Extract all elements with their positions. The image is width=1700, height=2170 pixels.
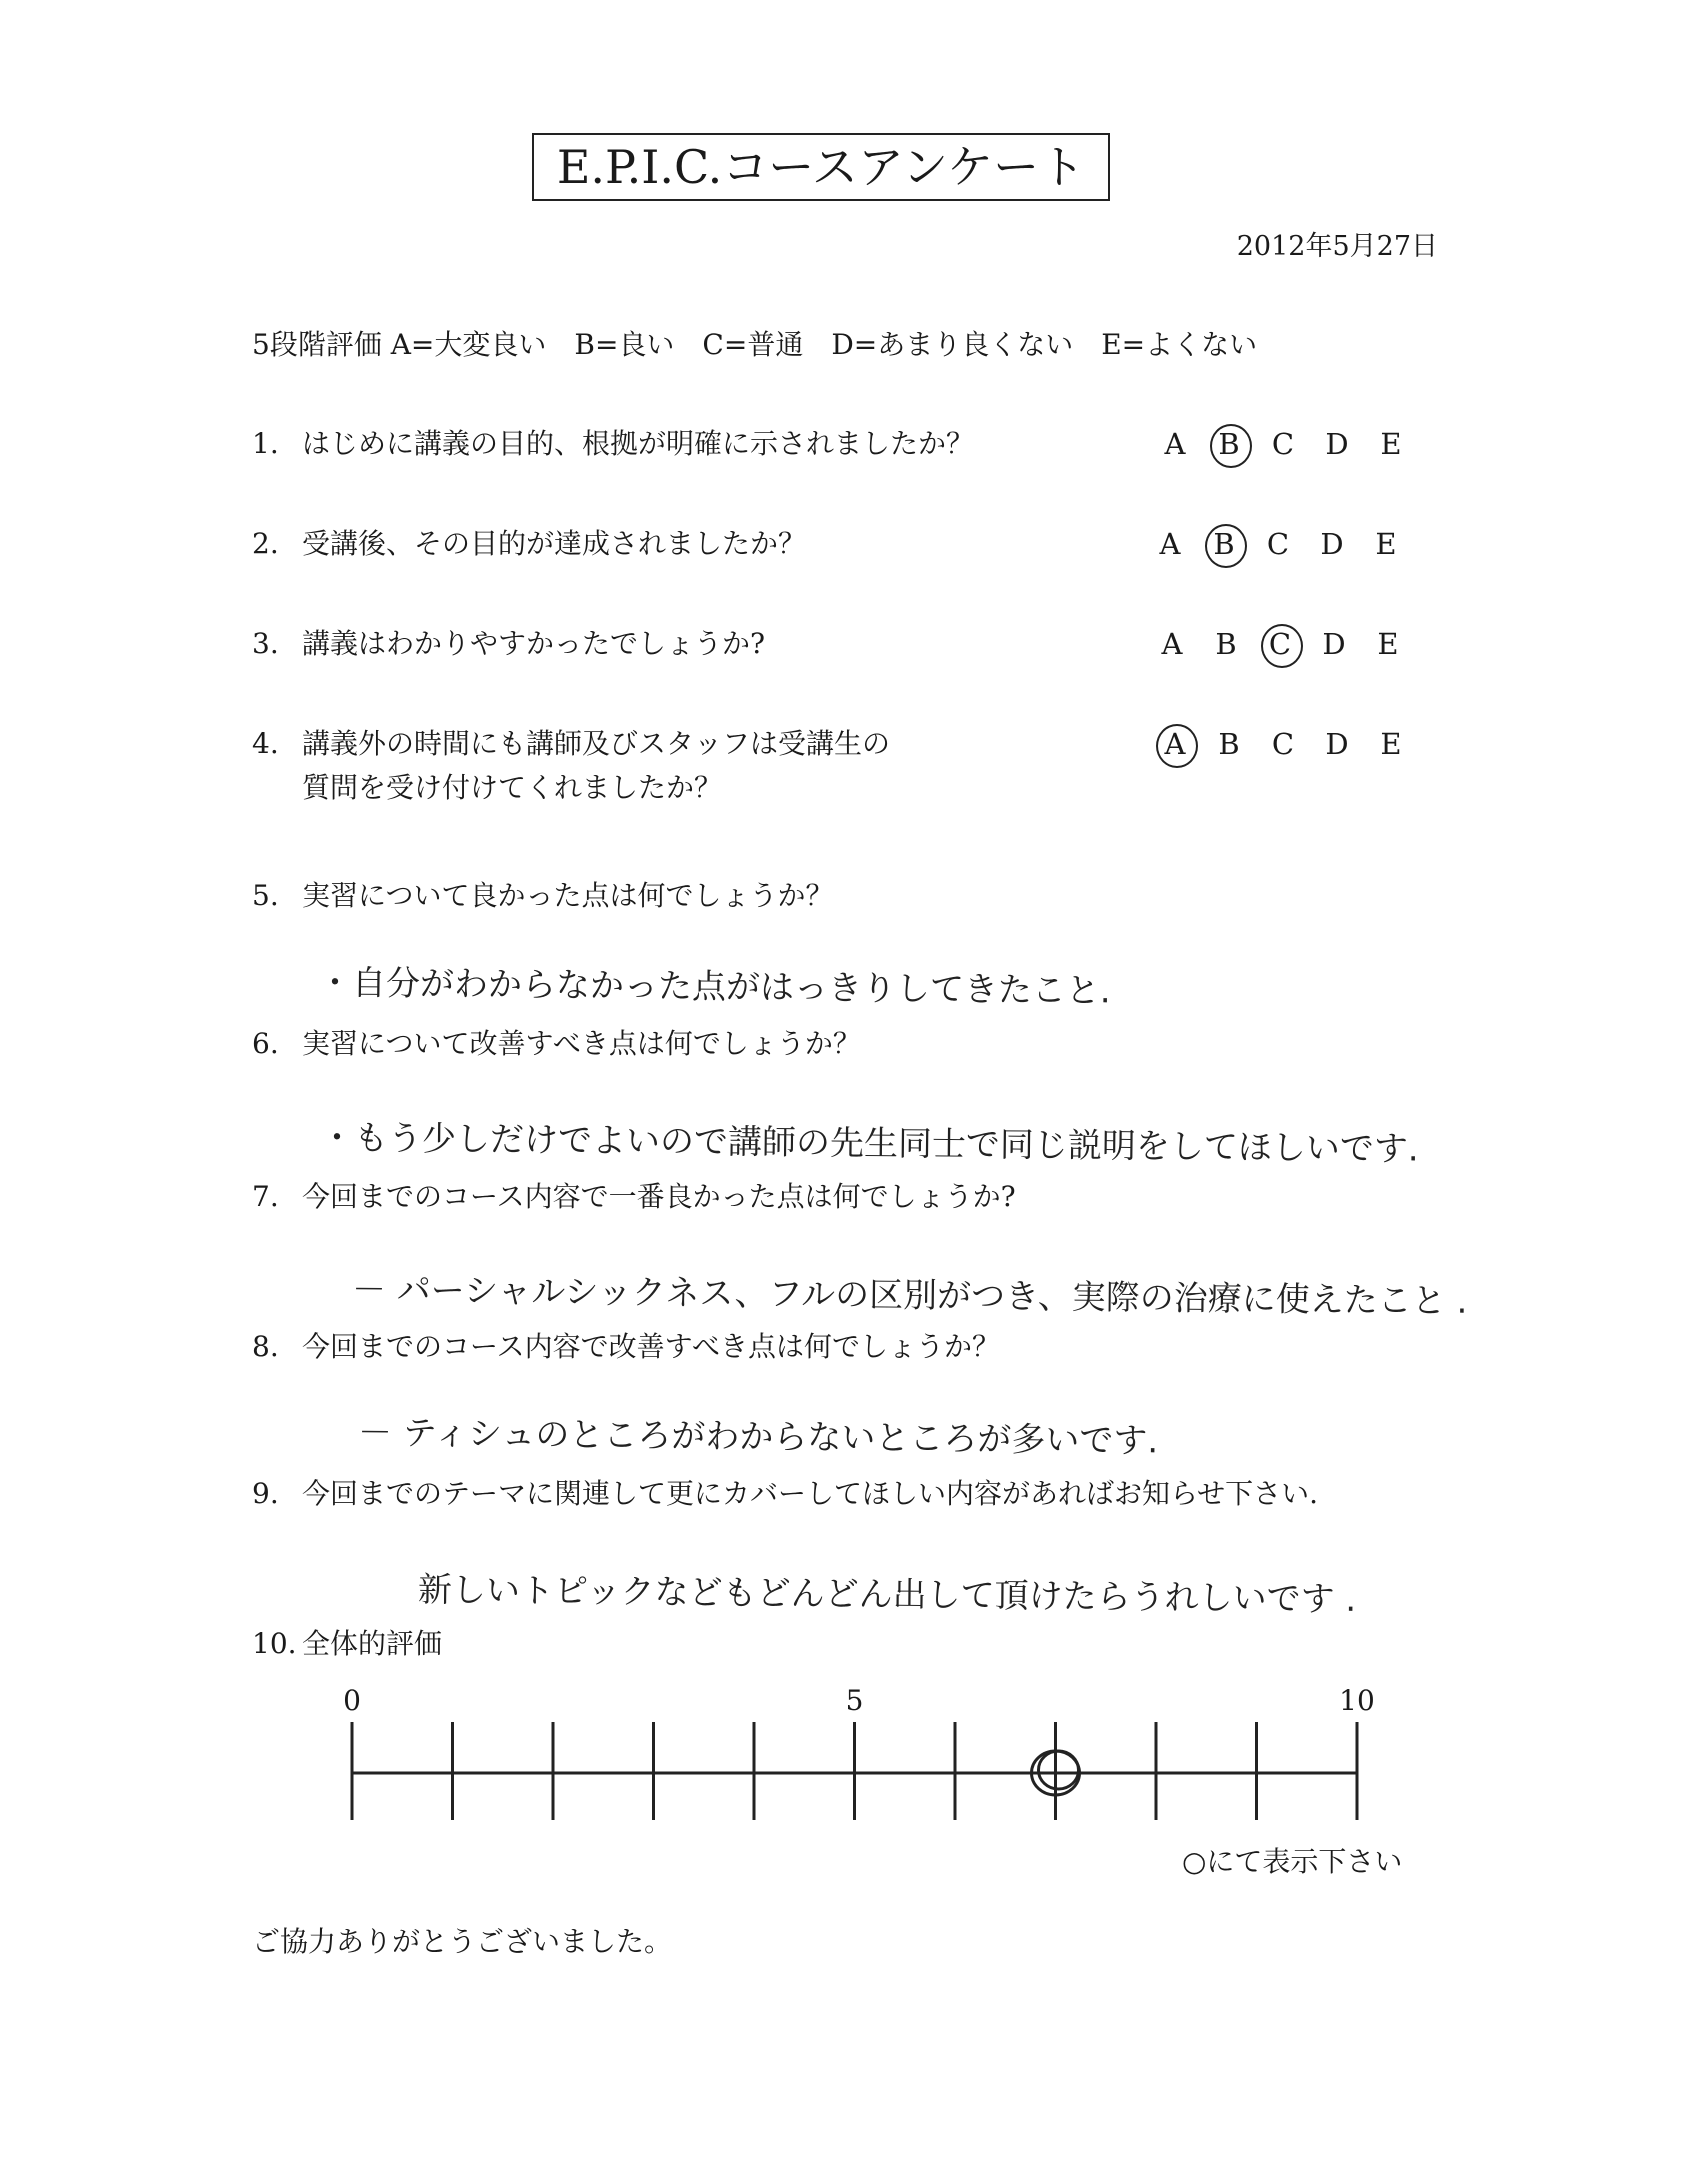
- choice-b[interactable]: B: [1215, 627, 1237, 661]
- choice-e[interactable]: E: [1377, 627, 1399, 661]
- answer-5-handwritten: ・自分がわからなかった点がはっきりしてきたこと.: [317, 963, 1111, 1012]
- question-text: 講義はわかりやすかったでしょうか?: [302, 627, 766, 660]
- survey-date: 2012年5月27日: [1236, 231, 1438, 262]
- question-number: 8.: [252, 1330, 279, 1363]
- question-text: 受講後、その目的が達成されましたか？: [302, 527, 807, 560]
- question-number: 6.: [252, 1027, 279, 1060]
- choice-b-selected[interactable]: B: [1209, 424, 1249, 464]
- survey-title: E.P.I.C.コースアンケート: [532, 133, 1110, 201]
- choice-d[interactable]: D: [1322, 627, 1346, 661]
- answer-6-handwritten: ・もう少しだけでよいので講師の先生同士で同じ説明をしてほしいです.: [319, 1118, 1419, 1170]
- scale-instruction: ○にて表示下さい: [1182, 1845, 1403, 1878]
- question-text: 今回までのテーマに関連して更にカバーしてほしい内容があればお知らせ下さい.: [302, 1477, 1319, 1510]
- question-text: 実習について良かった点は何でしょうか？: [302, 879, 834, 912]
- choice-a-selected[interactable]: A: [1155, 724, 1195, 764]
- choice-e[interactable]: E: [1380, 427, 1402, 461]
- question-number: 7.: [252, 1180, 279, 1213]
- choice-a[interactable]: A: [1161, 627, 1183, 661]
- question-text: 今回までのコース内容で一番良かった点は何でしょうか?: [302, 1180, 1016, 1213]
- question-number: 10.: [252, 1627, 297, 1660]
- choice-b-selected[interactable]: B: [1204, 524, 1244, 564]
- choice-d[interactable]: D: [1325, 427, 1349, 461]
- question-text: 今回までのコース内容で改善すべき点は何でしょうか？: [302, 1330, 1001, 1363]
- choice-a[interactable]: A: [1159, 527, 1181, 561]
- answer-7-handwritten: － パーシャルシックネス、フルの区別がつき、実際の治療に使えたこと .: [351, 1270, 1468, 1322]
- scale-label: 0: [343, 1684, 361, 1717]
- question-text: はじめに講義の目的、根拠が明確に示されましたか？: [302, 427, 975, 460]
- choice-e[interactable]: E: [1380, 727, 1402, 761]
- question-number: 4.: [252, 727, 279, 760]
- scale-label: 5: [845, 1684, 864, 1717]
- question-number: 1.: [252, 427, 279, 460]
- question-text: 全体的評価: [302, 1627, 443, 1660]
- choice-e[interactable]: E: [1375, 527, 1397, 561]
- question-text: 実習について改善すべき点は何でしょうか？: [302, 1027, 861, 1060]
- question-number: 9.: [252, 1477, 279, 1510]
- choice-c[interactable]: C: [1271, 427, 1295, 461]
- answer-9-handwritten: 新しいトピックなどもどんどん出して頂けたらうれしいです .: [417, 1570, 1357, 1620]
- choice-c-selected[interactable]: C: [1260, 624, 1300, 664]
- rating-scale-legend: 5段階評価 A=大変良い B=良い C=普通 D=あまり良くない E=よくない: [252, 328, 1258, 361]
- question-text-line2: 質問を受け付けてくれましたか？: [302, 771, 723, 804]
- choice-d[interactable]: D: [1325, 727, 1349, 761]
- selected-value-circle-inner: [1039, 1751, 1079, 1789]
- question-number: 5.: [252, 879, 279, 912]
- question-text: 講義外の時間にも講師及びスタッフは受講生の: [302, 727, 891, 760]
- question-number: 3.: [252, 627, 279, 660]
- scale-label: 10: [1339, 1684, 1375, 1717]
- choice-b[interactable]: B: [1218, 727, 1240, 761]
- answer-8-handwritten: － ティシュのところがわからないところが多いです.: [357, 1413, 1159, 1462]
- choice-c[interactable]: C: [1266, 527, 1290, 561]
- choice-d[interactable]: D: [1320, 527, 1344, 561]
- closing-message: ご協力ありがとうございました。: [252, 1925, 673, 1958]
- question-number: 2.: [252, 527, 279, 560]
- choice-a[interactable]: A: [1164, 427, 1186, 461]
- choice-c[interactable]: C: [1271, 727, 1295, 761]
